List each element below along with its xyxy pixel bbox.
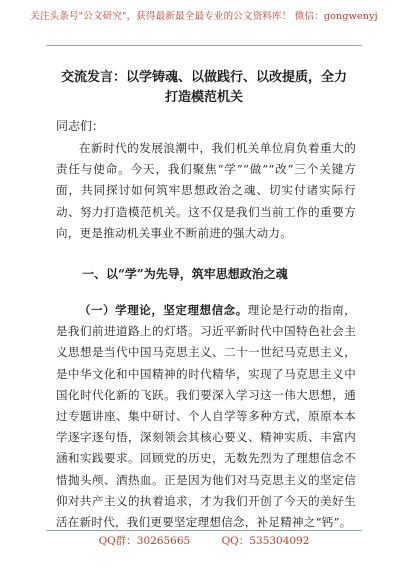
subsection-lead: （一）学理论，坚定理想信念。 (79, 303, 248, 317)
header-divider (46, 45, 362, 46)
subsection-body: 理论是行动的指南，是我们前进道路上的灯塔。习近平新时代中国特色社会主义思想是当代中国马克思主义、二十一世纪马克思主义，是中华文化和中国精神的时代精华，实现了马克思主义中国化时代化新的飞跃。我们要深入学习这一伟大思想，通过专题讲座、集中研讨、个人自学等多种方式，原原本本学逐字逐句悟，深刻领会其核心要义、精神实质、丰富内涵和实践要求。回顾党的历史，无数先烈为了理想信念不惜抛头颅、洒热血。正是因为他们对马克思主义的坚定信仰对共产主义的执着追求，才为我们开创了今天的美好生活在新时代，我们更要坚定理想信念，补足精神之“钙”。 (56, 303, 356, 530)
footer-divider (46, 530, 362, 531)
intro-paragraph: 在新时代的发展浪潮中，我们机关单位肩负着重大的责任与使命。今天，我们聚焦“学”“做”“改”三个关键方面，共同探讨如何筑牢思想政治之魂、切实付诸实际行动、努力打造模范机关。这不仅是我们当前工作的重要方向，更是推动机关事业不断前进的强大动力。 (56, 141, 356, 240)
section-paragraph (56, 300, 356, 533)
header-promo-text: 关注头条号"公文研究"，获得最新最全最专业的公文资料库！ 微信：gongwenyj (30, 11, 378, 22)
document-title: 交流发言：以学铸魂、以做践行、以改提质，全力打造模范机关 (60, 70, 347, 105)
footer-qq-group: QQ群：30265665 (98, 535, 191, 547)
footer-qq: QQ：535304092 (221, 535, 310, 547)
footer-contacts (0, 533, 408, 548)
salutation: 同志们： (56, 119, 105, 133)
section-heading: 一、以“学”为先导，筑牢思想政治之魂 (82, 267, 288, 281)
